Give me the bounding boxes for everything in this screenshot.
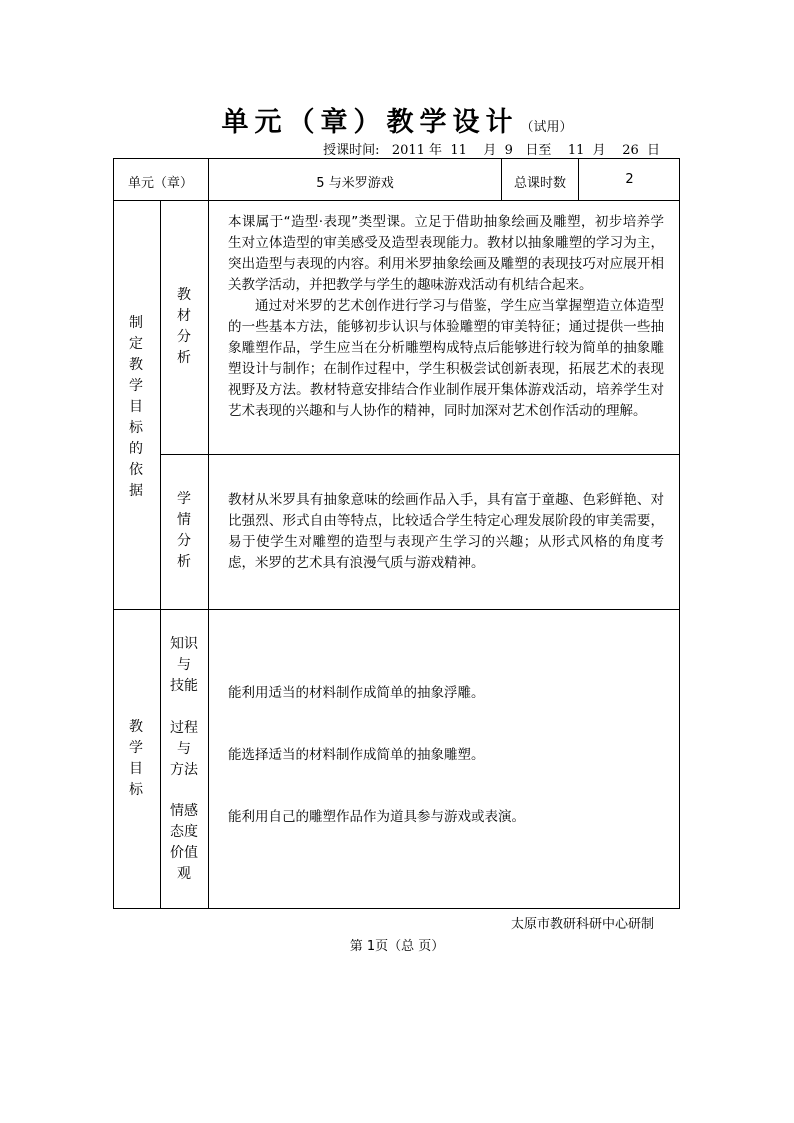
organization-footer: 太原市教研科研中心研制 bbox=[510, 917, 654, 932]
title-suffix: （试用） bbox=[520, 120, 573, 135]
unit-label: 单元（章） bbox=[127, 176, 193, 191]
col-divider bbox=[208, 200, 209, 909]
row-divider bbox=[113, 200, 680, 201]
teaching-date: 授课时间: 2011 年 11 月 9 日至 11 月 26 日 bbox=[323, 143, 660, 158]
page-number: 第 1页（总 页） bbox=[349, 939, 445, 954]
knowledge-skill-label: 知识 与 技能 bbox=[170, 636, 198, 694]
col-divider bbox=[160, 200, 161, 909]
material-para-2: 通过对米罗的艺术创作进行学习与借鉴，学生应当掌握塑造立体造型的一些基本方法，能够初步认识与体验雕塑的审美特征；通过提供一些抽象雕塑作品，学生应当在分析雕塑构成特点后能够进行较为简单的抽象雕塑设计与制作；在制作过程中，学生积极尝试创新表现，拓展艺术的表现视野及方法。教材特意安排结合作业制作展开集体游戏活动，培养学生对艺术表现的兴趣和与人协作的精神，同时加深对艺术创作活动的理解。 bbox=[228, 298, 664, 419]
unit-value: 5 与米罗游戏 bbox=[316, 176, 394, 191]
process-method-goal: 能选择适当的材料制作成简单的抽象雕塑。 bbox=[228, 747, 485, 763]
knowledge-skill-goal: 能利用适当的材料制作成简单的抽象浮雕。 bbox=[228, 685, 485, 701]
basis-label: 制 定 教 学 目 标 的 依 据 bbox=[129, 315, 143, 499]
hours-label: 总课时数 bbox=[513, 176, 566, 191]
material-analysis-label: 教 材 分 析 bbox=[177, 287, 191, 366]
row-divider bbox=[113, 609, 680, 610]
row-divider bbox=[160, 454, 680, 455]
emotion-attitude-label: 情感 态度 价值 观 bbox=[170, 803, 198, 882]
emotion-attitude-goal: 能利用自己的雕塑作品作为道具参与游戏或表演。 bbox=[228, 809, 525, 825]
goals-label: 教 学 目 标 bbox=[129, 719, 143, 798]
material-para-1: 本课属于“造型·表现”类型课。立足于借助抽象绘画及雕塑，初步培养学生对立体造型的审美感受及造型表现能力。教材以抽象雕塑的学习为主，突出造型与表现的内容。利用米罗抽象绘画及雕塑的表现技巧对应展开相关教学活动，并把教学与学生的趣味游戏活动有机结合起来。 bbox=[228, 214, 664, 293]
material-analysis-text bbox=[228, 212, 664, 422]
hours-value: 2 bbox=[625, 172, 634, 187]
student-analysis-text: 教材从米罗具有抽象意味的绘画作品入手，具有富于童趣、色彩鲜艳、对比强烈、形式自由等特点，比较适合学生特定心理发展阶段的审美需要，易于使学生对雕塑的造型与表现产生学习的兴趣；从形式风格的角度考虑，米罗的艺术具有浪漫气质与游戏精神。 bbox=[228, 492, 664, 571]
process-method-label: 过程 与 方法 bbox=[170, 720, 198, 778]
page-title bbox=[0, 100, 794, 139]
title-main: 单元（章）教学设计 bbox=[221, 107, 519, 138]
student-analysis-label: 学 情 分 析 bbox=[177, 491, 191, 570]
